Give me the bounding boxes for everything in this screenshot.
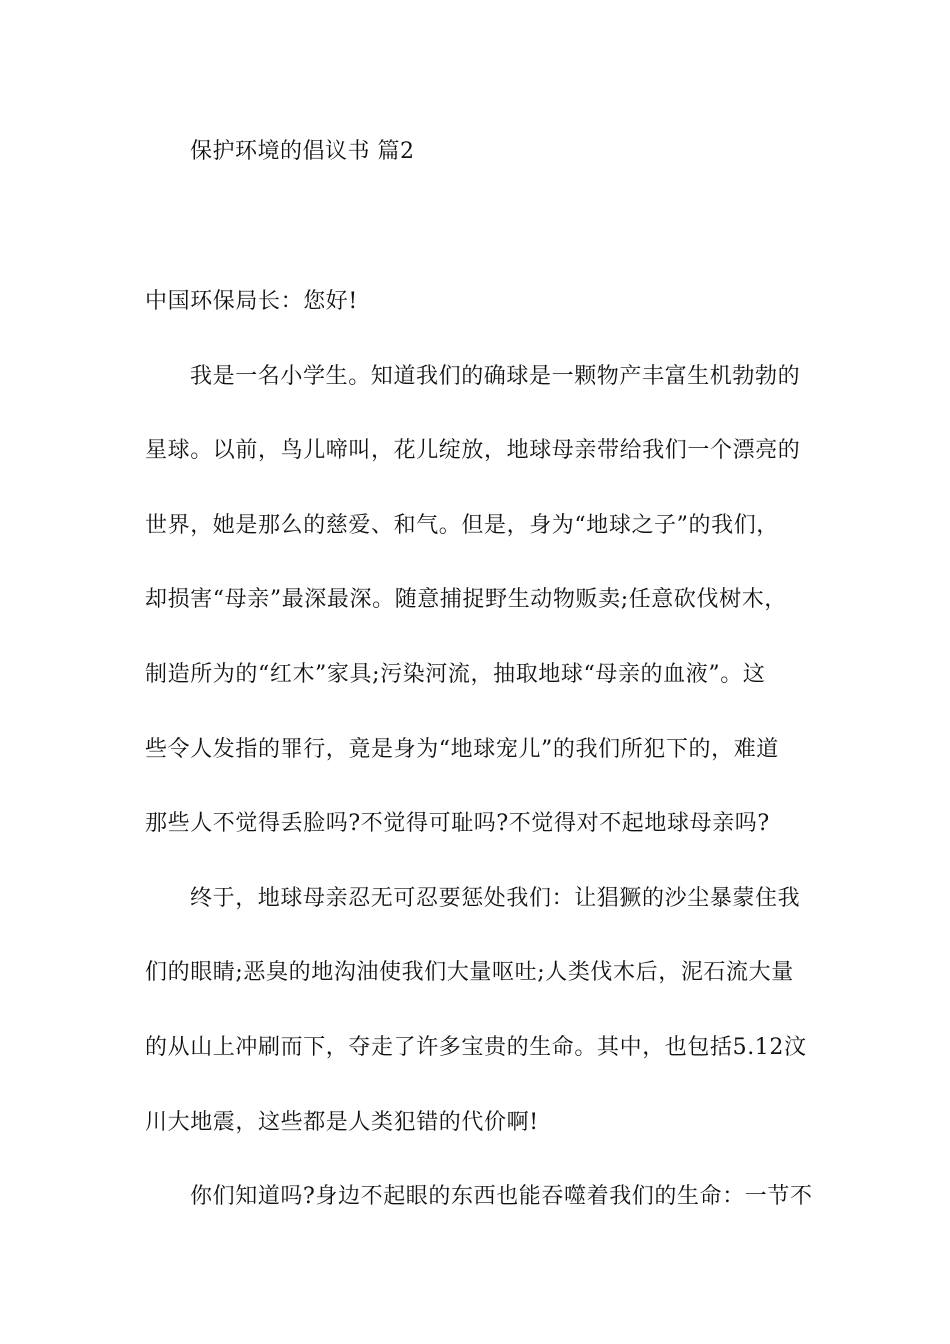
paragraph-1-line-7: 那些人不觉得丢脸吗?不觉得可耻吗?不觉得对不起地球母亲吗? bbox=[145, 811, 770, 836]
paragraph-2-line-4: 川大地震，这些都是人类犯错的代价啊! bbox=[145, 1110, 539, 1135]
paragraph-3-line-1: 你们知道吗?身边不起眼的东西也能吞噬着我们的生命：一节不 bbox=[190, 1184, 813, 1209]
document-title: 保护环境的倡议书 篇2 bbox=[190, 139, 415, 164]
paragraph-1-line-5: 制造所为的“红木”家具;污染河流，抽取地球“母亲的血液”。这 bbox=[145, 662, 766, 687]
paragraph-2-line-3: 的从山上冲刷而下，夺走了许多宝贵的生命。其中，也包括5.12汶 bbox=[145, 1035, 807, 1060]
paragraph-1-line-3: 世界，她是那么的慈爱、和气。但是，身为“地球之子”的我们， bbox=[145, 513, 779, 538]
paragraph-1-line-6: 些令人发指的罪行，竟是身为“地球宠儿”的我们所犯下的，难道 bbox=[145, 737, 779, 762]
paragraph-2-line-1: 终于，地球母亲忍无可忍要惩处我们：让猖獗的沙尘暴蒙住我 bbox=[190, 886, 801, 911]
paragraph-1-line-4: 却损害“母亲”最深最深。随意捕捉野生动物贩卖;任意砍伐树木， bbox=[145, 587, 787, 612]
salutation-line: 中国环保局长：您好! bbox=[145, 289, 358, 314]
paragraph-1-line-2: 星球。以前，鸟儿啼叫，花儿绽放，地球母亲带给我们一个漂亮的 bbox=[145, 438, 801, 463]
paragraph-2-line-2: 们的眼睛;恶臭的地沟油使我们大量呕吐;人类伐木后，泥石流大量 bbox=[145, 960, 794, 985]
paragraph-1-line-1: 我是一名小学生。知道我们的确球是一颗物产丰富生机勃勃的 bbox=[190, 364, 801, 389]
